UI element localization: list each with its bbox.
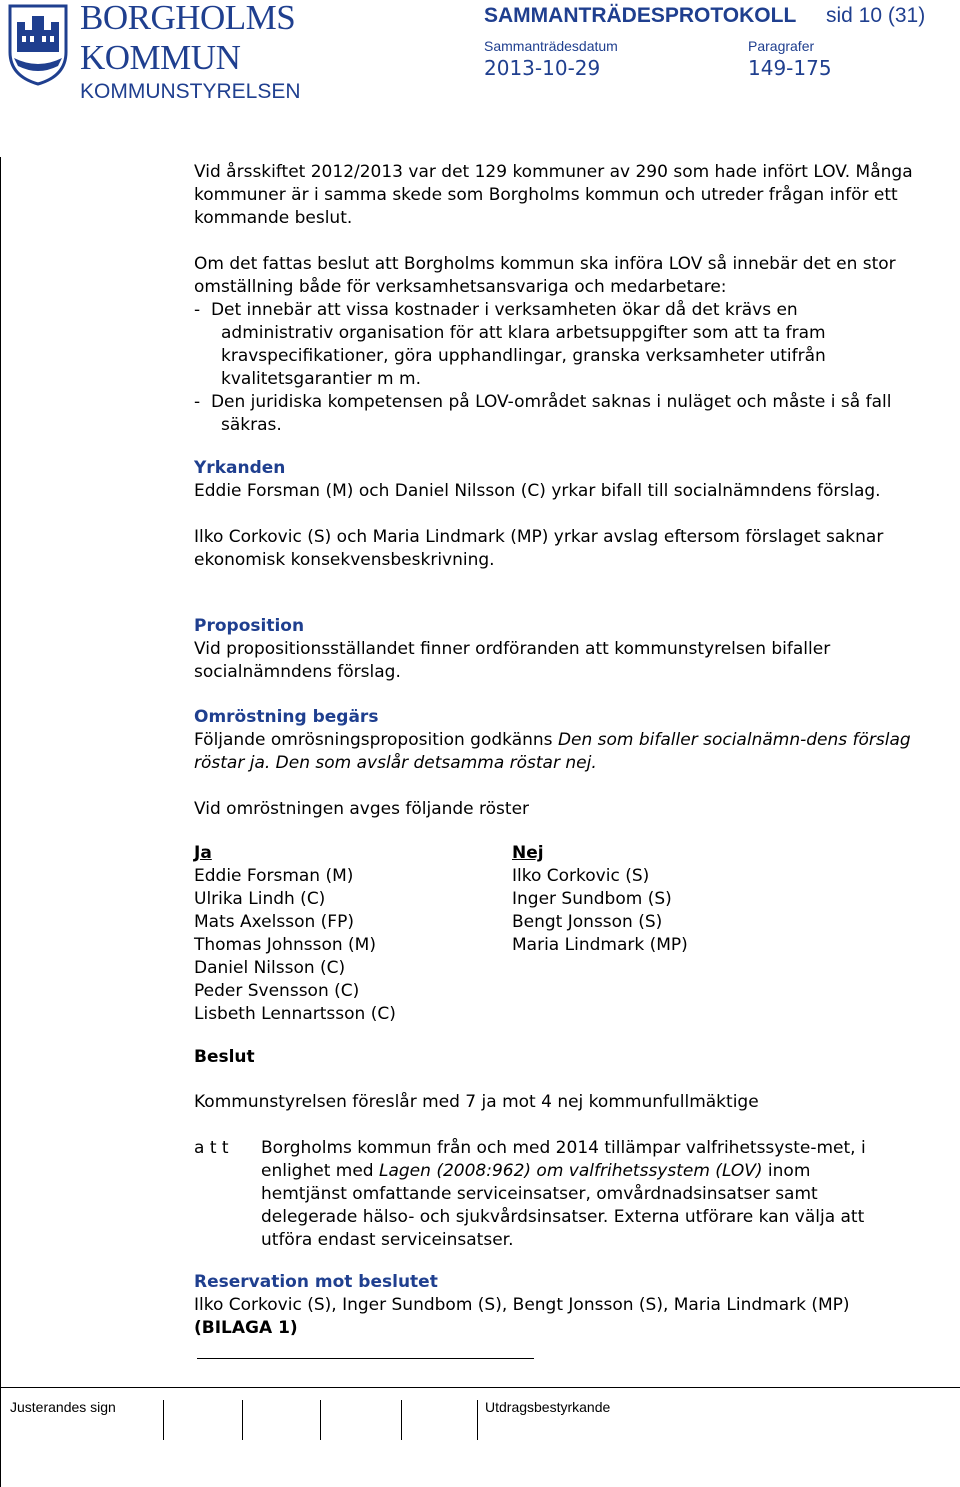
reservation-heading: Reservation mot beslutet <box>194 1272 438 1292</box>
proposition-section <box>194 615 914 684</box>
meeting-date-label: Sammanträdesdatum <box>484 38 618 54</box>
footer-divider-2 <box>242 1400 243 1440</box>
no-votes-list <box>512 842 688 957</box>
no-vote: Ilko Corkovic (S) <box>512 866 650 886</box>
no-heading: Nej <box>512 843 544 863</box>
att-text-part-1: Borgholms kommun från och med 2014 tillämpar valfrihetssyste-met, i enlighet med <box>261 1138 866 1181</box>
yes-vote: Daniel Nilsson (C) <box>194 958 346 978</box>
committee-name: KOMMUNSTYRELSEN <box>80 80 301 103</box>
meeting-date-value: 2013-10-29 <box>484 56 601 80</box>
vote-section <box>194 706 914 821</box>
proposition-heading: Proposition <box>194 616 305 636</box>
footer-divider <box>0 1387 960 1388</box>
decision-intro: Kommunstyrelsen föreslår med 7 ja mot 4 nej kommunfullmäktige <box>194 1092 759 1112</box>
no-vote: Maria Lindmark (MP) <box>512 935 688 955</box>
intro-text: Vid årsskiftet 2012/2013 var det 129 kommuner av 290 som hade infört LOV. Många kommuner är i samma skede som Borgholms kommun och utreder frågan inför ett kommande beslut. <box>194 162 913 228</box>
decision-section <box>194 1046 914 1114</box>
paragraphs-value: 149-175 <box>748 56 832 80</box>
footer-divider-3 <box>320 1400 321 1440</box>
footer-divider-4 <box>401 1400 402 1440</box>
yes-votes-list <box>194 842 396 1026</box>
org-name-line-2: KOMMUN <box>80 38 241 77</box>
footer-extract-label: Utdragsbestyrkande <box>485 1399 611 1415</box>
borgholm-castle-crest-icon <box>8 4 68 86</box>
decision-heading: Beslut <box>194 1047 255 1067</box>
yes-vote: Ulrika Lindh (C) <box>194 889 326 909</box>
footer-divider-5 <box>477 1400 478 1440</box>
yrkanden-text-2: Ilko Corkovic (S) och Maria Lindmark (MP) yrkar avslag eftersom förslaget saknar ekonomisk konsekvensbeskrivning. <box>194 527 884 570</box>
document-title: SAMMANTRÄDESPROTOKOLL <box>484 4 797 27</box>
signature-line <box>197 1358 534 1359</box>
impact-intro: Om det fattas beslut att Borgholms kommun ska införa LOV så innebär det en stor omställning både för verksamhetsansvariga och medarbetare: <box>194 254 896 297</box>
yrkanden-section <box>194 457 914 572</box>
att-text-part-2: inom hemtjänst omfattande serviceinsatser, omvårdnadsinsatser samt delegerade hälso- och sjukvårdsinsatser. Externa utförare kan välja att utföra endast serviceinsatser. <box>261 1161 865 1250</box>
proposition-text: Vid propositionsställandet finner ordföranden att kommunstyrelsen bifaller socialnämndens förslag. <box>194 639 831 682</box>
yes-vote: Lisbeth Lennartsson (C) <box>194 1004 396 1024</box>
impact-section <box>194 253 914 437</box>
yes-vote: Eddie Forsman (M) <box>194 866 354 886</box>
yes-vote: Mats Axelsson (FP) <box>194 912 354 932</box>
footer-sign-label: Justerandes sign <box>10 1399 116 1415</box>
vote-proposition-prefix: Följande omrösningsproposition godkänns <box>194 730 558 750</box>
org-name-line-1: BORGHOLMS <box>80 0 296 37</box>
impact-bullet-2: - Den juridiska kompetensen på LOV-området saknas i nuläget och måste i så fall säkras. <box>194 392 892 435</box>
reservation-text <box>194 1294 914 1340</box>
yes-vote: Thomas Johnsson (M) <box>194 935 376 955</box>
votes-intro: Vid omröstningen avges följande röster <box>194 799 530 819</box>
att-law-reference: Lagen (2008:962) om valfrihetssystem (LOV) <box>379 1161 763 1181</box>
intro-paragraph <box>194 161 914 230</box>
att-label: a t t <box>194 1138 229 1158</box>
vote-proposition <box>194 729 914 775</box>
no-vote: Inger Sundbom (S) <box>512 889 672 909</box>
vote-heading: Omröstning begärs <box>194 707 379 727</box>
reservation-section <box>194 1271 914 1340</box>
footer-divider-1 <box>163 1400 164 1440</box>
vote-proposition-yes: Den som bifaller socialnämn-dens förslag röstar ja. <box>194 730 911 773</box>
page-number: sid 10 (31) <box>826 4 926 27</box>
impact-bullet-1: - Det innebär att vissa kostnader i verksamheten ökar då det krävs en administrativ organisation för att klara arbetsuppgifter som att ta fram kravspecifikationer, göra upphandlingar, granska verksamheter utifrån kvalitetsgarantier m m. <box>194 300 826 389</box>
yes-vote: Peder Svensson (C) <box>194 981 360 1001</box>
yes-heading: Ja <box>194 843 212 863</box>
reservation-names: Ilko Corkovic (S), Inger Sundbom (S), Bengt Jonsson (S), Maria Lindmark (MP) <box>194 1295 850 1315</box>
yrkanden-text-1: Eddie Forsman (M) och Daniel Nilsson (C) yrkar bifall till socialnämndens förslag. <box>194 481 881 501</box>
page-left-border <box>0 157 1 1487</box>
yrkanden-heading: Yrkanden <box>194 458 286 478</box>
reservation-attachment: (BILAGA 1) <box>194 1318 298 1338</box>
no-vote: Bengt Jonsson (S) <box>512 912 663 932</box>
vote-proposition-no: Den som avslår detsamma röstar nej. <box>270 753 597 773</box>
att-text <box>261 1137 891 1252</box>
paragraphs-label: Paragrafer <box>748 38 815 54</box>
